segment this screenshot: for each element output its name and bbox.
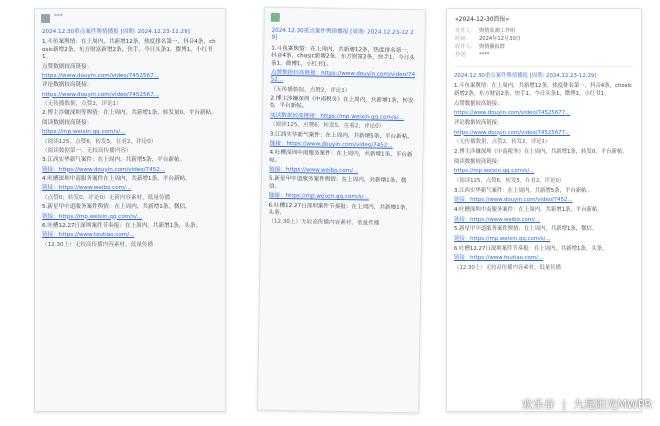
- report-title: 2024.12.30重点案件舆情播报 [周期: 2024.12.23-12.29]: [454, 72, 597, 79]
- report-line: 1.斗鱼案舆情：在上周内，共新增12条，热度排名第一，抖音4条，chosic新增2条，东方财富2条，快手1，今日头条1，微博1，小红书1。: [270, 45, 415, 68]
- report-link[interactable]: https://www.douyin.com/video/74525677...: [454, 129, 571, 136]
- report-metrics: （无传播数据，点赞2，评论1）: [270, 86, 351, 94]
- report-line: 3.江西实华新气案件：在上周内，共新增5条，平台新帖。: [269, 131, 413, 140]
- avatar: [271, 13, 280, 22]
- report-link[interactable]: https://www.douyin.com/video/7452567...: [42, 91, 159, 98]
- report-line: 1.斗鱼案舆情：在上周内，共新增12条，热度排名第一，抖音4条，chosic新增2条，东方财富新增2条，快手，今日头条1，微博1，小红书1。: [42, 39, 216, 61]
- sender-name: ***: [54, 13, 63, 20]
- report-title: 2024.12.30重点案件舆情播报 [周期: 2024.12.23-12.29]: [42, 29, 190, 35]
- report-metrics: （阅读125，点赞6，转发5，在看2，评论0）: [42, 138, 157, 145]
- report-metrics: （12.30上）无较高传播内容素材，低量传播: [268, 218, 380, 227]
- report-line: 评论数据较高链接：: [42, 82, 93, 89]
- screenshot-page-1: [34, 8, 226, 412]
- report-link[interactable]: 链接：https://mp.weixin.qq.com/s/...: [268, 192, 369, 201]
- report-link[interactable]: 链接：https://www.toutiao.com/...: [454, 255, 544, 262]
- avatar: [41, 14, 50, 23]
- report-link[interactable]: 阅读数据较高链接：https://mp.weixin.qq.com/s/...: [270, 112, 404, 121]
- divider: [455, 66, 633, 67]
- report-metrics: （无传播数据，点赞2，评论1）: [42, 101, 122, 107]
- report-link[interactable]: 链接：https://mp.weixin.qq.com/s/...: [42, 213, 143, 220]
- report-link[interactable]: https://mp.weixin.qq.com/s/...: [454, 168, 535, 175]
- screenshot-page-2: [257, 7, 426, 414]
- screenshot-page-3: [446, 8, 642, 412]
- mail-meta-row: 收件人： 舆情播报群: [455, 44, 505, 51]
- report-link[interactable]: https://www.douyin.com/video/74525677...: [454, 110, 571, 117]
- report-link[interactable]: 链接：https://www.douyin.com/video/7452...: [42, 166, 166, 173]
- report-metrics: （阅读125，点赞6，转发5，在看2，评论0）: [269, 121, 385, 130]
- report-line: 评论数据较高链接：: [454, 119, 503, 126]
- report-line: 1.斗鱼案舆情：在上周内，共新增12条，热度排名第一，抖音4条，chosic新增2条，东方财富2条，快手1，今日头条1，微博1，小红书1。: [454, 83, 632, 97]
- report-line: 2.博主涉嫌深圳等舆情：在上周内，共新增1条，转发量0，平台新帖。: [42, 110, 217, 117]
- report-line: 阅读数据较高链接：: [454, 158, 503, 165]
- report-link[interactable]: 链接：https://www.weibo.com/...: [269, 166, 359, 175]
- mail-meta-row: 时间： 2024年12月30日: [455, 36, 521, 43]
- report-body: [447, 73, 641, 277]
- report-link[interactable]: 链接：https://www.douyin.com/video/7452...: [454, 197, 573, 204]
- report-line: 4.吐槽深圳中南服务案件：在上周内，共新增1条，平台新帖。: [454, 206, 603, 213]
- mail-subject: «2024-12-30简报»: [455, 16, 510, 23]
- report-link[interactable]: 链接：https://www.weibo.com/...: [42, 185, 132, 192]
- report-link[interactable]: 链接：https://www.weibo.com/...: [454, 216, 540, 223]
- report-line: 5.新星甲中道服务案件舆情：在上周内，共新增1条，微信。: [268, 176, 407, 190]
- report-metrics: （12.30上）无较高传播内容素材，低量传播: [454, 264, 562, 271]
- report-metrics: （无传播数据，点赞2，转发2，评论1）: [454, 139, 551, 146]
- report-title: 2024.12.30重点案件舆情播报 [周期: 2024.12.23-12.29]: [271, 27, 414, 42]
- report-line: 3.江西实华新气案件：在上周内，共新增5条，平台新帖。: [454, 187, 592, 194]
- report-link[interactable]: 点赞数据较高链接：https://www.douyin.com/video/7452...: [270, 69, 416, 84]
- watermark: [522, 396, 652, 412]
- report-metrics: （12.30上）无较高传播内容素材，低量传播: [42, 241, 154, 248]
- report-line: 点赞数据较高链接：: [454, 100, 503, 107]
- report-body: [35, 27, 225, 253]
- report-line: 阅读数据较高链接：: [42, 119, 93, 126]
- report-line: 2.博主涉嫌深圳《中南税务》在上周内，共新增1条，转发0，平台新帖。: [454, 148, 628, 155]
- chat-header: [265, 8, 425, 29]
- chat-header: [35, 9, 225, 27]
- report-metrics: （阅读数据第一，无较高传播内容）: [42, 147, 132, 154]
- report-line: 6.吐槽12.27日深圳案件节奏报：在上周内，共新增1条，头条。: [268, 202, 411, 216]
- report-line: 6.吐槽12.27日深圳案件节奏报：在上周内，共新增1条，头条。: [42, 222, 202, 229]
- report-line: 4.吐槽深圳中南服务案件在上周内，共新增1条，平台新帖。: [42, 176, 191, 182]
- watermark-separator: |: [562, 398, 566, 411]
- mail-meta-row: 发件人： 舆情监测工作组: [455, 28, 516, 35]
- watermark-brand: 九尾阳光MWPR: [573, 398, 652, 411]
- report-line: 点赞数据较高链接：: [42, 63, 93, 70]
- report-line: 2.博主涉嫌深圳《中南税务》在上周内，共新增1条，转发0，平台新帖。: [270, 95, 414, 110]
- report-line: 5.新星甲中道服务案件舆情：在上周内，共新增1条，微信。: [454, 226, 598, 233]
- report-line: 5.新星甲中道服务案件舆情：在上周内，共新增1条，微信。: [42, 204, 191, 211]
- report-body: [261, 26, 425, 233]
- mail-header: [447, 9, 641, 64]
- report-link[interactable]: https://www.douyin.com/video/7452567...: [42, 72, 159, 79]
- report-link[interactable]: https://mp.weixin.qq.com/s/...: [42, 129, 126, 136]
- report-line: 6.吐槽12.27日深圳案件节奏报：在上周内，共新增1条，头条。: [454, 245, 608, 252]
- report-link[interactable]: 链接：https://www.toutiao.com/...: [42, 232, 135, 239]
- report-line: 4.吐槽深圳中南服务案件：在上周内，共新增1条，平台新帖。: [269, 149, 413, 164]
- watermark-source: 欢乐谷: [521, 398, 555, 411]
- report-link[interactable]: 链接：https://mp.weixin.qq.com/s/...: [454, 235, 551, 242]
- report-metrics: （阅读125，点赞6，转发5，在看2，评论0）: [454, 177, 565, 184]
- report-link[interactable]: 链接：https://www.douyin.com/video/7452...: [269, 140, 393, 149]
- report-metrics: （点赞0，转发0，评论0）无新内容素材，低量传播: [42, 194, 171, 201]
- report-line: 3.江西实华新气案件：在上周内，共新增5条，平台新帖。: [42, 157, 186, 164]
- mail-meta-row: 抄送： ****: [455, 52, 490, 59]
